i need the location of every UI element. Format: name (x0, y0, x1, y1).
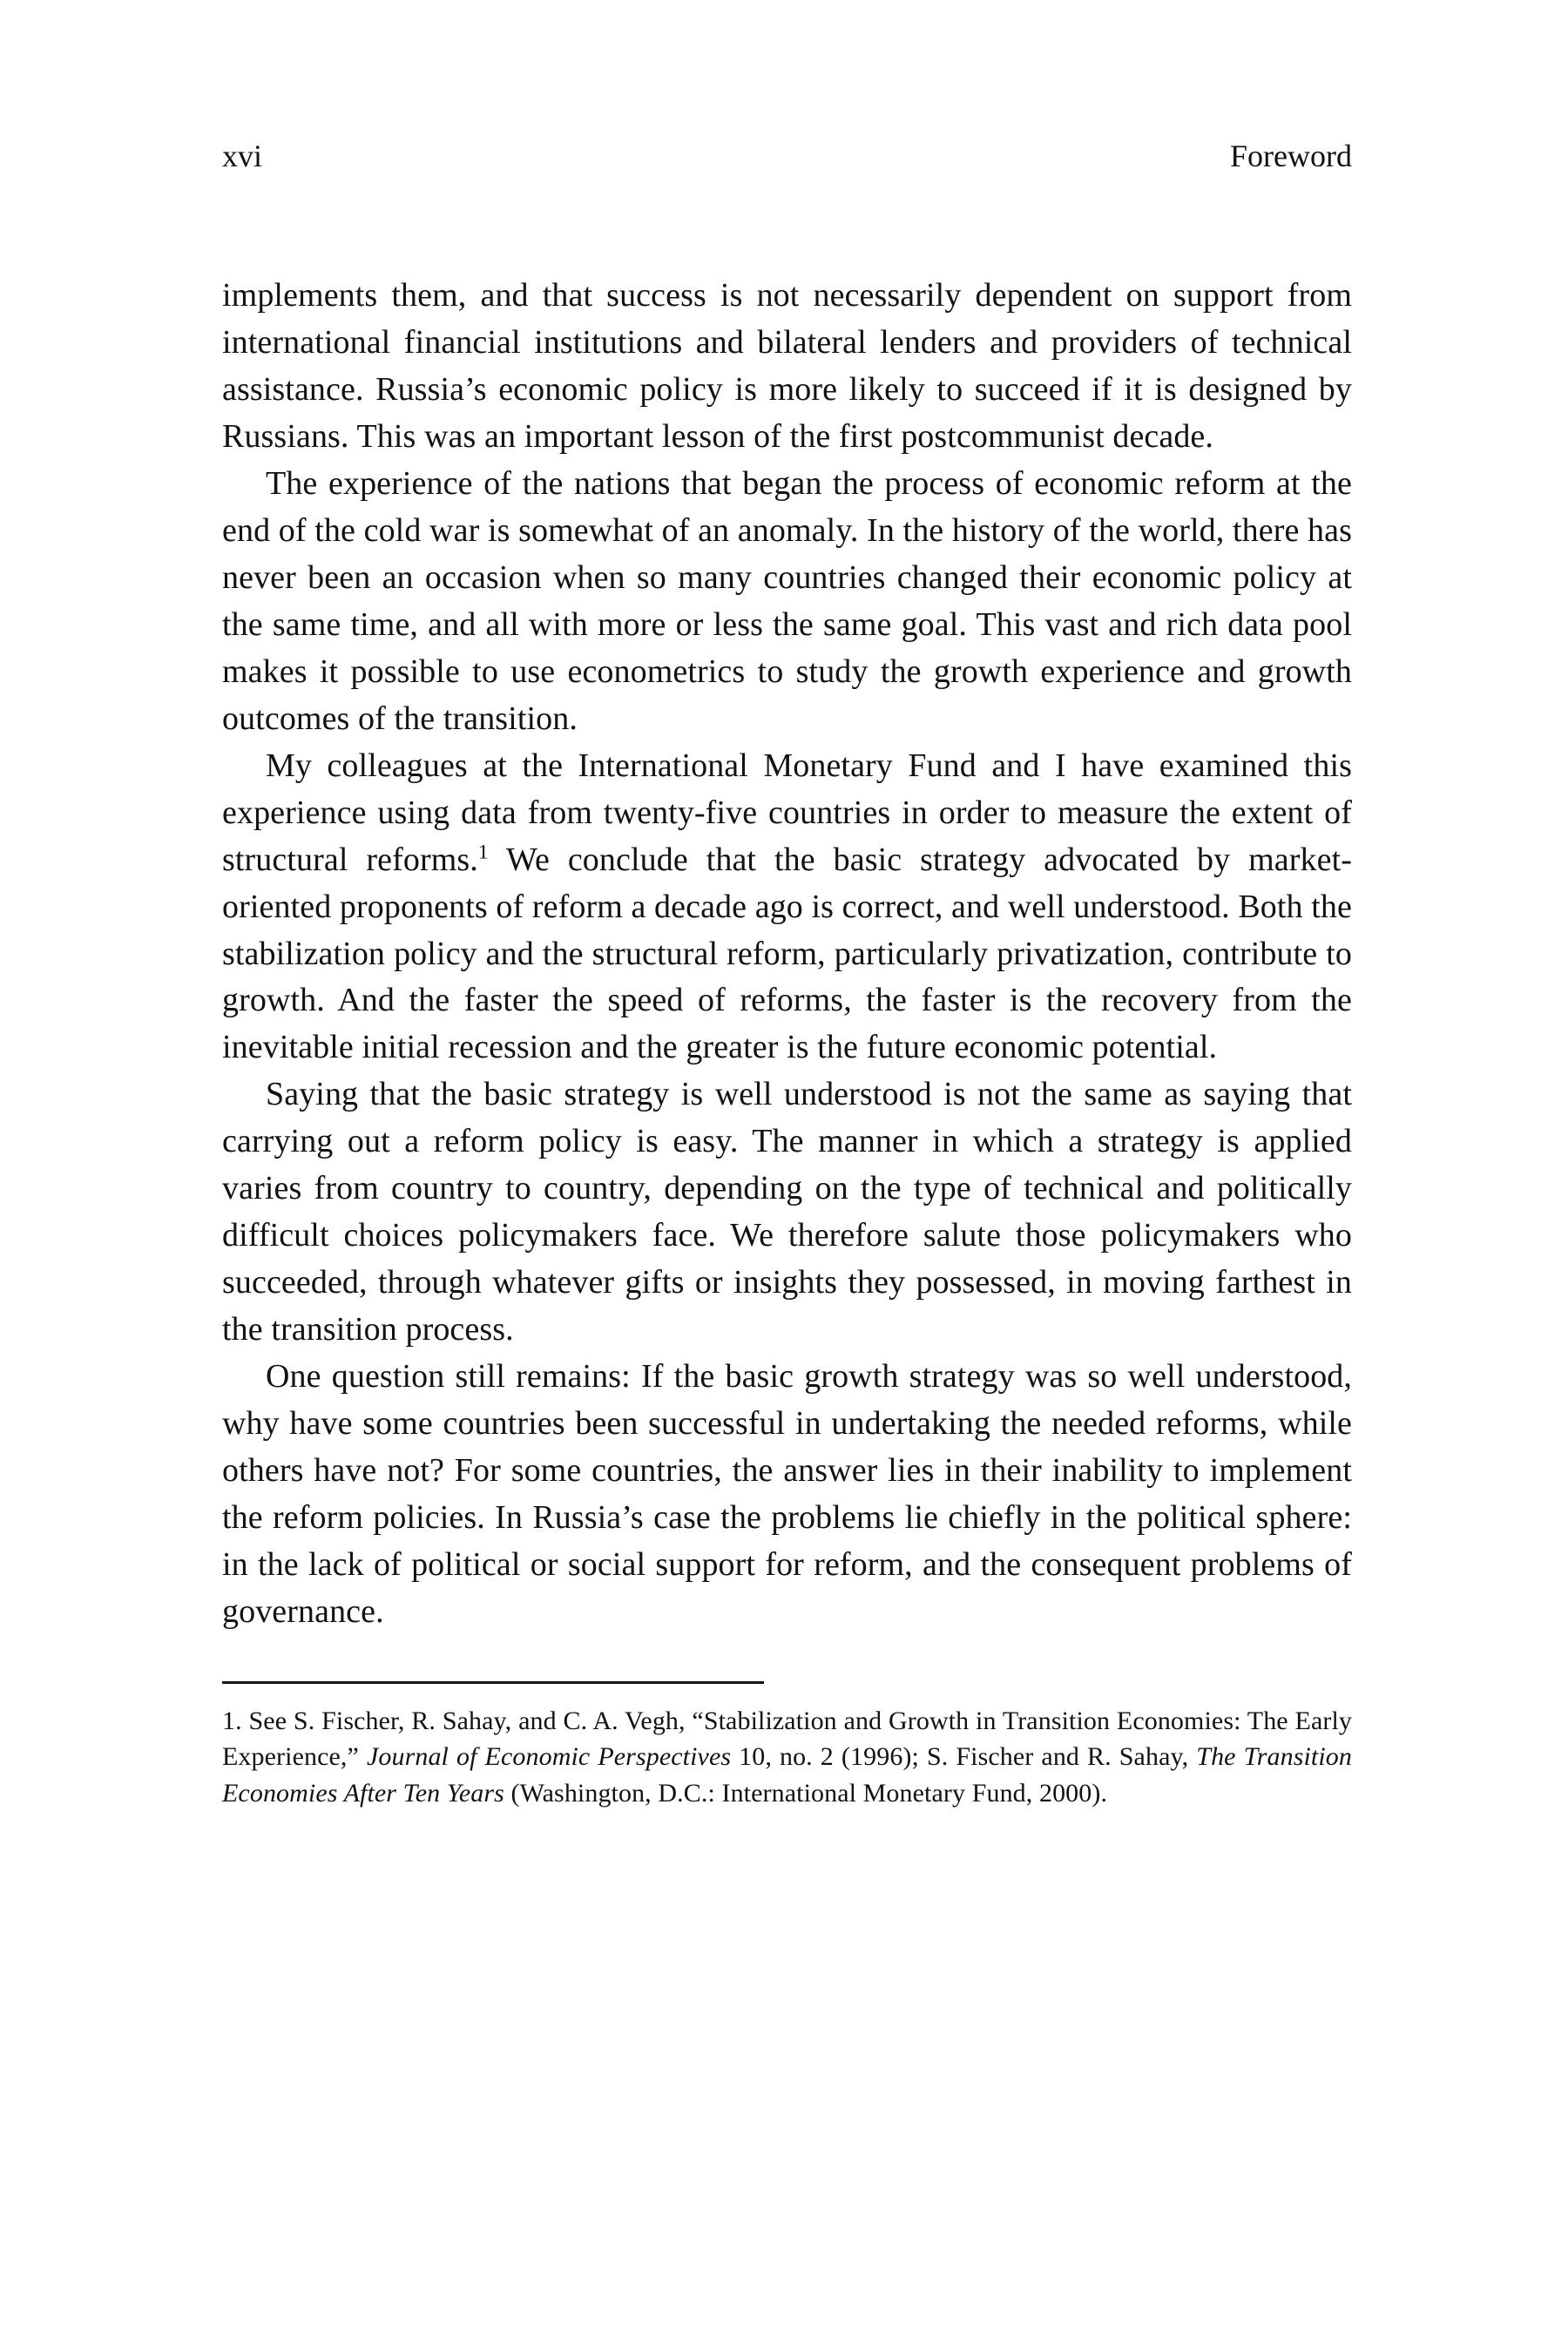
footnote-divider (222, 1681, 764, 1684)
footnote (222, 1703, 1352, 1811)
running-title: Foreword (1230, 139, 1352, 173)
page-number: xvi (222, 139, 263, 173)
footnote-journal-title: Journal of Economic Perspectives (366, 1742, 732, 1772)
paragraph-3-text-before-marker: My colleagues at the International Monetary Fund and I have examined this experience using data from twenty-five countries in order to measure the extent of structural reforms. (222, 747, 1352, 878)
running-header (222, 138, 1352, 175)
paragraph-4: Saying that the basic strategy is well understood is not the same as saying that carrying out a reform policy is easy. The manner in which a strategy is applied varies from country to country, depending on the type of technical and politically difficult choices policymakers face. We therefore salute those policymakers who succeeded, through whatever gifts or insights they possessed, in moving farthest in the transition process. (222, 1076, 1352, 1348)
paragraph-3-text-after-marker: We conclude that the basic strategy advocated by market-oriented proponents of reform a decade ago is correct, and well understood. Both the stabilization policy and the structural reform, particularly privatization, contribute to growth. And the faster the speed of reforms, the faster is the recovery from the inevitable initial recession and the greater is the future economic potential. (222, 841, 1353, 1066)
paragraph-1: implements them, and that success is not necessarily dependent on support from international financial institutions and bilateral lenders and providers of technical assistance. Russia’s economic policy is more likely to succeed if it is designed by Russians. This was an important lesson of the first postcommunist decade. (222, 277, 1352, 456)
paragraph-5: One question still remains: If the basic growth strategy was so well understood, why have some countries been successful in undertaking the needed reforms, while others have not? For some countries, the answer lies in their inability to implement the reform policies. In Russia’s case the problems lie chiefly in the political sphere: in the lack of political or social support for reform, and the consequent problems of governance. (222, 1358, 1352, 1630)
footnote-text-segment: 10, no. 2 (1996); S. Fischer and R. Sahay, (731, 1742, 1197, 1772)
paragraph-2: The experience of the nations that began the process of economic reform at the end of the cold war is somewhat of an anomaly. In the history of the world, there has never been an occasion when so many countries changed their economic policy at the same time, and all with more or less the same goal. This vast and rich data pool makes it possible to use econometrics to study the growth experience and growth outcomes of the transition. (222, 465, 1352, 737)
paragraph-3 (222, 743, 1352, 1072)
body-text (222, 273, 1352, 1636)
footnote-marker: 1 (477, 840, 489, 863)
footnote-text-segment: (Washington, D.C.: International Monetary Fund, 2000). (504, 1778, 1108, 1808)
footnote-book-title: The Transition Economies After Ten Years (222, 1742, 1352, 1808)
footnote-text-segment: 1. See S. Fischer, R. Sahay, and C. A. Vegh, “Stabilization and Growth in Transition Economies: The Early Experience,” (222, 1706, 1352, 1772)
